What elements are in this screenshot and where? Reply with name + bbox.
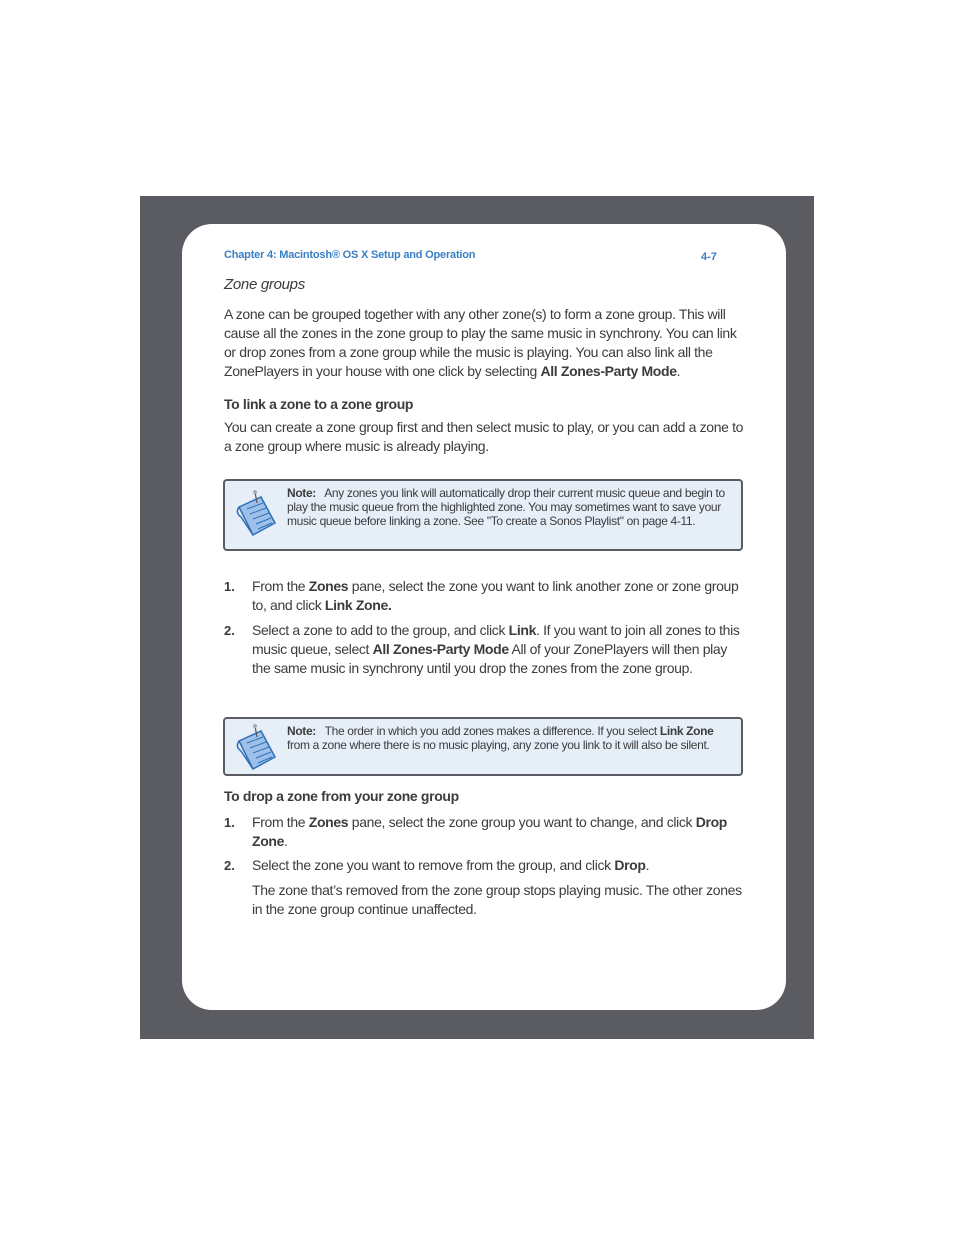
page-number: 4-7 — [701, 251, 717, 263]
link-heading: To link a zone to a zone group — [224, 396, 414, 412]
step-number: 2. — [224, 858, 235, 873]
drop-followup: The zone that’s removed from the zone group stops playing music. The other zones in the zone group continue unaffected. — [252, 882, 742, 917]
intro-paragraph: A zone can be grouped together with any other zone(s) to form a zone group. This will cause all the zones in the zone group to play the same music in synchrony. You can link or drop zones from a zone group while the music is playing. You can also link all the ZonePlayers in your house with one click by selecting All Zones-Party Mode. — [224, 306, 737, 379]
note-box — [223, 717, 743, 776]
drop-heading: To drop a zone from your zone group — [224, 788, 459, 804]
drop-step-1: From the Zones pane, select the zone group you want to change, and click Drop Zone. — [252, 814, 727, 849]
chapter-header: Chapter 4: Macintosh® OS X Setup and Operation — [224, 249, 476, 261]
note-icon — [231, 489, 281, 539]
step-number: 2. — [224, 623, 235, 638]
note-box — [223, 479, 743, 551]
link-step-1: From the Zones pane, select the zone you want to link another zone or zone group to, and click Link Zone. — [252, 578, 739, 613]
step-number: 1. — [224, 815, 235, 830]
link-paragraph: You can create a zone group first and then select music to play, or you can add a zone to a zone group where music is already playing. — [224, 419, 744, 454]
note-text: Note: Any zones you link will automatically drop their current music queue and begin to play the music queue from the highlighted zone. You may sometimes want to save your music queue before linking a zone. See "To create a Sonos Playlist" on page 4-11. — [287, 486, 725, 528]
link-step-2: Select a zone to add to the group, and click Link. If you want to join all zones to this music queue, select All Zones-Party Mode All of your ZonePlayers will then play the same music in synchrony until you drop the zones from the zone group. — [252, 622, 740, 676]
note-text: Note: The order in which you add zones makes a difference. If you select Link Zone from a zone where there is no music playing, any zone you link to it will also be silent. — [287, 724, 714, 752]
drop-step-2: Select the zone you want to remove from the group, and click Drop. — [252, 857, 650, 873]
note-icon — [231, 723, 281, 773]
section-title: Zone groups — [224, 276, 305, 293]
step-number: 1. — [224, 579, 235, 594]
